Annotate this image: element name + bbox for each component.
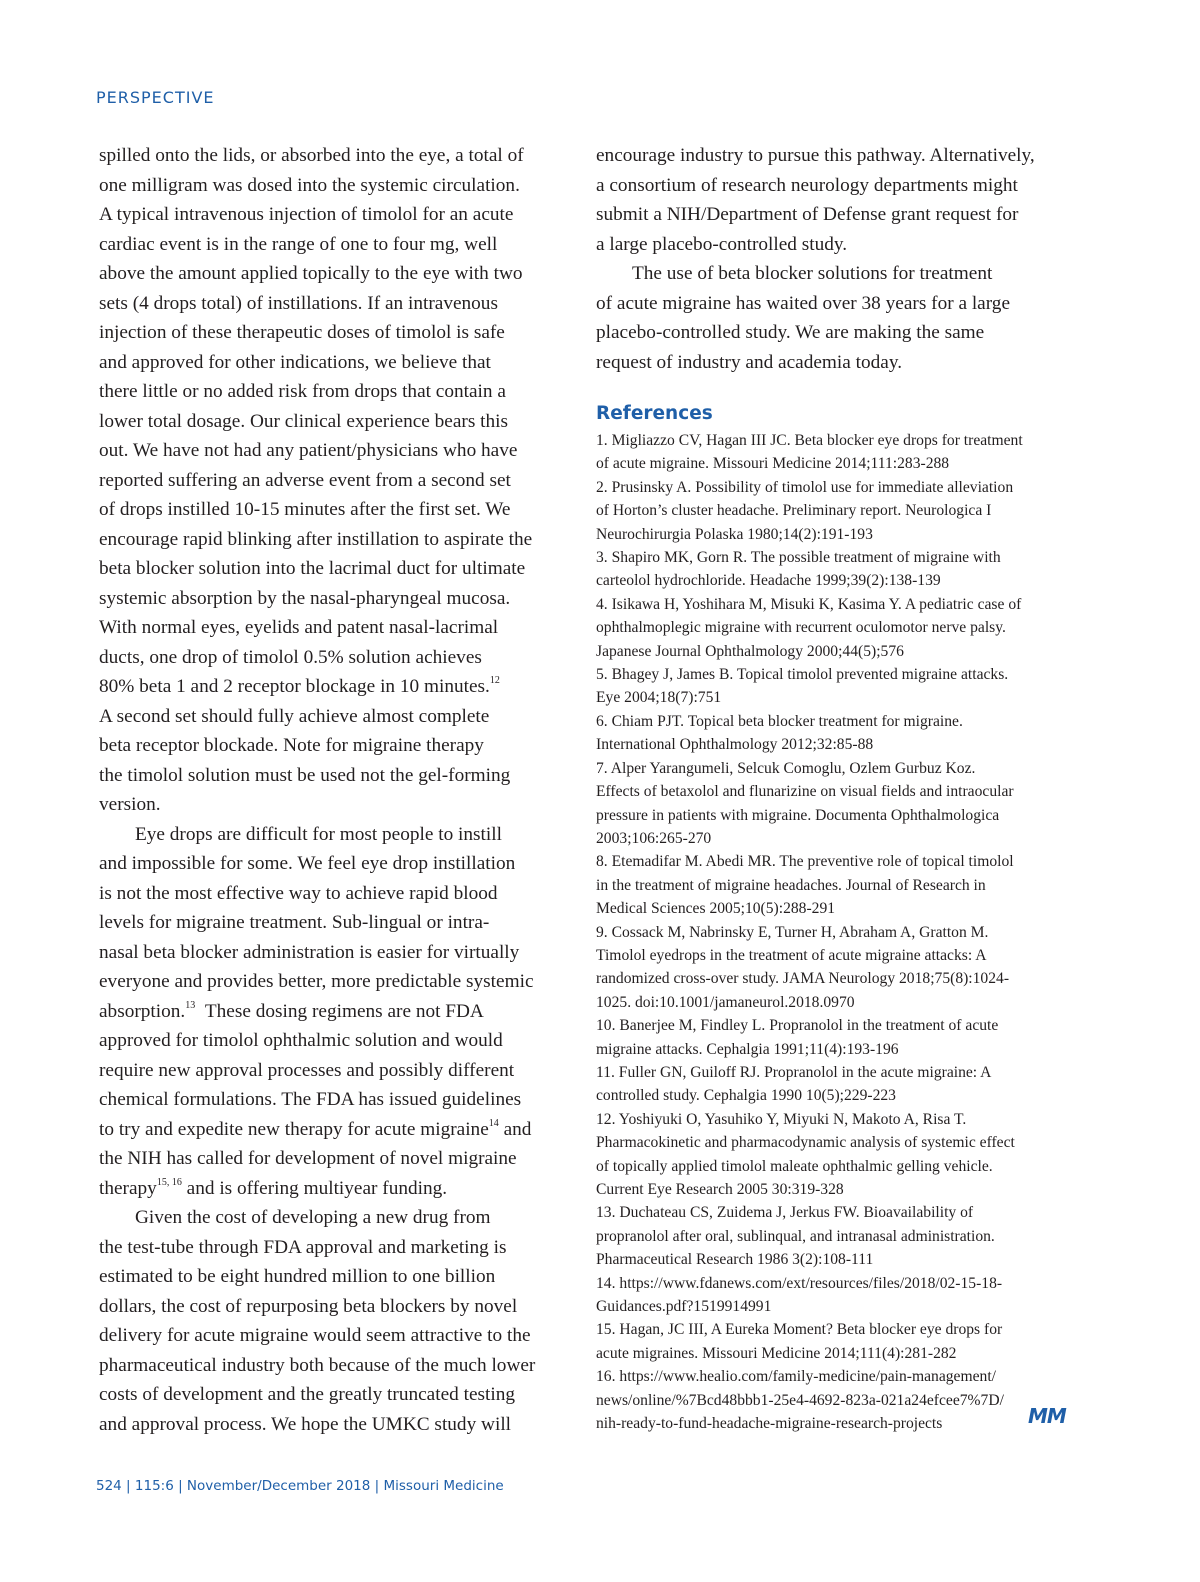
reference-line: 7. Alper Yarangumeli, Selcuk Comoglu, Ozlem Gurbuz Koz. bbox=[596, 759, 976, 777]
body-line: one milligram was dosed into the systemic circulation. bbox=[99, 174, 520, 196]
body-line: A second set should fully achieve almost complete bbox=[99, 705, 490, 727]
body-line: nasal beta blocker administration is easier for virtually bbox=[99, 941, 520, 963]
reference-line: Japanese Journal Ophthalmology 2000;44(5);576 bbox=[596, 642, 904, 660]
reference-line: 1. Migliazzo CV, Hagan III JC. Beta blocker eye drops for treatment bbox=[596, 432, 1023, 449]
missouri-medicine-logo: MM bbox=[1028, 1404, 1066, 1428]
body-line: injection of these therapeutic doses of timolol is safe bbox=[99, 322, 505, 343]
body-line: request of industry and academia today. bbox=[596, 351, 903, 373]
body-text: absorption. bbox=[99, 1000, 186, 1022]
body-text: to try and expedite new therapy for acute migraine bbox=[99, 1118, 489, 1140]
reference-line: migraine attacks. Cephalgia 1991;11(4):193-196 bbox=[596, 1040, 899, 1058]
body-line: the NIH has called for development of novel migraine bbox=[99, 1148, 517, 1169]
reference-line: 3. Shapiro MK, Gorn R. The possible treatment of migraine with bbox=[596, 549, 1001, 567]
reference-line: Current Eye Research 2005 30:319-328 bbox=[596, 1181, 844, 1198]
body-line: the test-tube through FDA approval and marketing is bbox=[99, 1236, 507, 1258]
body-line: version. bbox=[99, 794, 161, 815]
reference-line: acute migraines. Missouri Medicine 2014;111(4):281-282 bbox=[596, 1344, 957, 1362]
reference-line: 9. Cossack M, Nabrinsky E, Turner H, Abraham A, Gratton M. bbox=[596, 923, 989, 941]
reference-line[interactable]: Guidances.pdf?1519914991 bbox=[596, 1298, 772, 1316]
body-line: a large placebo-controlled study. bbox=[596, 233, 848, 255]
body-line: sets (4 drops total) of instillations. If an intravenous bbox=[99, 292, 498, 314]
reference-line: Pharmaceutical Research 1986 3(2):108-111 bbox=[596, 1251, 874, 1269]
body-line: a consortium of research neurology departments might bbox=[596, 174, 1018, 196]
reference-line: 5. Bhagey J, James B. Topical timolol prevented migraine attacks. bbox=[596, 666, 1009, 684]
reference-line: of acute migraine. Missouri Medicine 2014;111:283-288 bbox=[596, 455, 950, 473]
reference-line: randomized cross-over study. JAMA Neurology 2018;75(8):1024- bbox=[596, 970, 1010, 988]
reference-line[interactable]: 14. https://www.fdanews.com/ext/resources/files/2018/02-15-18- bbox=[596, 1274, 1003, 1292]
citation-superscript: 15, 16 bbox=[156, 1176, 182, 1188]
reference-line[interactable]: news/online/%7Bcd48bbb1-25e4-4692-823a-021a24efcee7%7D/ bbox=[596, 1391, 1004, 1409]
body-line: and approval process. We hope the UMKC study will bbox=[99, 1413, 512, 1435]
body-line: Given the cost of developing a new drug from bbox=[135, 1207, 491, 1228]
body-line: reported suffering an adverse event from a second set bbox=[99, 469, 511, 491]
body-line bbox=[99, 1115, 577, 1145]
body-line: above the amount applied topically to the eye with two bbox=[99, 263, 523, 284]
body-line: pharmaceutical industry both because of the much lower bbox=[99, 1354, 536, 1376]
reference-line[interactable]: 16. https://www.healio.com/family-medicine/pain-management/ bbox=[596, 1368, 996, 1386]
reference-line: Eye 2004;18(7):751 bbox=[596, 689, 722, 707]
body-line: require new approval processes and possibly different bbox=[99, 1059, 515, 1081]
body-text: and bbox=[503, 1118, 532, 1140]
reference-line: carteolol hydrochloride. Headache 1999;39(2):138-139 bbox=[596, 572, 941, 590]
reference-line: of Horton’s cluster headache. Preliminary report. Neurologica I bbox=[596, 502, 992, 520]
body-line: and approved for other indications, we believe that bbox=[99, 351, 491, 373]
reference-line: International Ophthalmology 2012;32:85-88 bbox=[596, 736, 874, 754]
reference-line: 10. Banerjee M, Findley L. Propranolol in the treatment of acute bbox=[596, 1017, 999, 1035]
citation-superscript: 14 bbox=[488, 1117, 499, 1129]
body-line: dollars, the cost of repurposing beta blockers by novel bbox=[99, 1295, 518, 1317]
reference-line: 2003;106:265-270 bbox=[596, 829, 712, 847]
reference-line: 2. Prusinsky A. Possibility of timolol use for immediate alleviation bbox=[596, 478, 1014, 496]
body-line: is not the most effective way to achieve rapid blood bbox=[99, 882, 498, 904]
body-line: The use of beta blocker solutions for treatment bbox=[632, 263, 993, 284]
body-line: out. We have not had any patient/physicians who have bbox=[99, 440, 518, 461]
body-line: the timolol solution must be used not the gel-forming bbox=[99, 764, 511, 786]
body-line: Eye drops are difficult for most people to instill bbox=[135, 823, 502, 845]
page-footer: 524 | 115:6 | November/December 2018 | Missouri Medicine bbox=[96, 1478, 504, 1494]
body-line: everyone and provides better, more predictable systemic bbox=[99, 971, 534, 992]
body-text: 80% beta 1 and 2 receptor blockage in 10 minutes. bbox=[99, 676, 490, 697]
body-line bbox=[99, 1174, 577, 1204]
body-line: beta blocker solution into the lacrimal duct for ultimate bbox=[99, 558, 526, 579]
reference-line: Pharmacokinetic and pharmacodynamic analysis of systemic effect bbox=[596, 1134, 1015, 1152]
body-line: there little or no added risk from drops that contain a bbox=[99, 381, 506, 402]
references-list bbox=[596, 429, 1074, 1435]
body-line: estimated to be eight hundred million to one billion bbox=[99, 1266, 496, 1287]
body-line: cardiac event is in the range of one to four mg, well bbox=[99, 233, 498, 255]
body-line: approved for timolol ophthalmic solution and would bbox=[99, 1030, 503, 1051]
section-label: PERSPECTIVE bbox=[96, 88, 215, 107]
right-body bbox=[596, 141, 1074, 377]
body-text: These dosing regimens are not FDA bbox=[204, 1000, 484, 1022]
left-column bbox=[99, 141, 577, 1439]
body-line: submit a NIH/Department of Defense grant request for bbox=[596, 204, 1019, 225]
reference-line: 13. Duchateau CS, Zuidema J, Jerkus FW. Bioavailability of bbox=[596, 1204, 974, 1222]
reference-line: 8. Etemadifar M. Abedi MR. The preventive role of topical timolol bbox=[596, 853, 1014, 871]
body-line: With normal eyes, eyelids and patent nasal-lacrimal bbox=[99, 617, 499, 638]
body-line: and impossible for some. We feel eye drop instillation bbox=[99, 853, 516, 874]
body-line: costs of development and the greatly truncated testing bbox=[99, 1384, 516, 1405]
reference-line: in the treatment of migraine headaches. Journal of Research in bbox=[596, 876, 986, 894]
body-text: therapy bbox=[99, 1177, 157, 1199]
body-line: systemic absorption by the nasal-pharyngeal mucosa. bbox=[99, 587, 511, 609]
reference-line: 1025. doi:10.1001/jamaneurol.2018.0970 bbox=[596, 993, 855, 1011]
reference-line: controlled study. Cephalgia 1990 10(5);229-223 bbox=[596, 1087, 896, 1105]
body-line bbox=[99, 672, 577, 702]
reference-line: Effects of betaxolol and flunarizine on visual fields and intraocular bbox=[596, 783, 1014, 801]
body-line: spilled onto the lids, or absorbed into the eye, a total of bbox=[99, 145, 524, 166]
reference-line: propranolol after oral, sublinqual, and intranasal administration. bbox=[596, 1227, 995, 1245]
body-line: A typical intravenous injection of timolol for an acute bbox=[99, 204, 514, 225]
body-line: delivery for acute migraine would seem attractive to the bbox=[99, 1325, 531, 1346]
reference-line: Timolol eyedrops in the treatment of acute migraine attacks: A bbox=[596, 946, 987, 964]
references-heading: References bbox=[596, 403, 713, 424]
body-line: beta receptor blockade. Note for migraine therapy bbox=[99, 735, 484, 756]
reference-line: Medical Sciences 2005;10(5):288-291 bbox=[596, 900, 836, 918]
reference-line: 6. Chiam PJT. Topical beta blocker treatment for migraine. bbox=[596, 712, 963, 730]
reference-line: ophthalmoplegic migraine with recurrent oculomotor nerve palsy. bbox=[596, 619, 1006, 637]
citation-superscript: 12 bbox=[489, 675, 500, 686]
body-line: of acute migraine has waited over 38 years for a large bbox=[596, 292, 1011, 314]
reference-line[interactable]: nih-ready-to-fund-headache-migraine-research-projects bbox=[596, 1415, 943, 1433]
reference-line: Neurochirurgia Polaska 1980;14(2):191-193 bbox=[596, 525, 873, 543]
body-line: encourage rapid blinking after instillation to aspirate the bbox=[99, 528, 533, 550]
reference-line: 12. Yoshiyuki O, Yasuhiko Y, Miyuki N, Makoto A, Risa T. bbox=[596, 1110, 967, 1128]
body-line: ducts, one drop of timolol 0.5% solution achieves bbox=[99, 646, 482, 668]
body-line: levels for migraine treatment. Sub-lingual or intra- bbox=[99, 912, 490, 933]
body-line bbox=[99, 997, 577, 1027]
reference-line: of topically applied timolol maleate ophthalmic gelling vehicle. bbox=[596, 1157, 993, 1175]
body-line: encourage industry to pursue this pathway. Alternatively, bbox=[596, 145, 1035, 166]
reference-line: 4. Isikawa H, Yoshihara M, Misuki K, Kasima Y. A pediatric case of bbox=[596, 595, 1022, 613]
citation-superscript: 13 bbox=[185, 999, 196, 1011]
body-line: chemical formulations. The FDA has issued guidelines bbox=[99, 1089, 522, 1110]
reference-line: 11. Fuller GN, Guiloff RJ. Propranolol in the acute migraine: A bbox=[596, 1063, 992, 1081]
reference-line: 15. Hagan, JC III, A Eureka Moment? Beta blocker eye drops for bbox=[596, 1321, 1003, 1339]
reference-line: pressure in patients with migraine. Documenta Ophthalmologica bbox=[596, 806, 1000, 824]
body-line: of drops instilled 10-15 minutes after the first set. We bbox=[99, 499, 511, 520]
body-line: lower total dosage. Our clinical experience bears this bbox=[99, 410, 509, 432]
body-line: placebo-controlled study. We are making the same bbox=[596, 322, 985, 343]
body-text: and is offering multiyear funding. bbox=[186, 1177, 448, 1199]
right-column bbox=[596, 141, 1074, 1435]
